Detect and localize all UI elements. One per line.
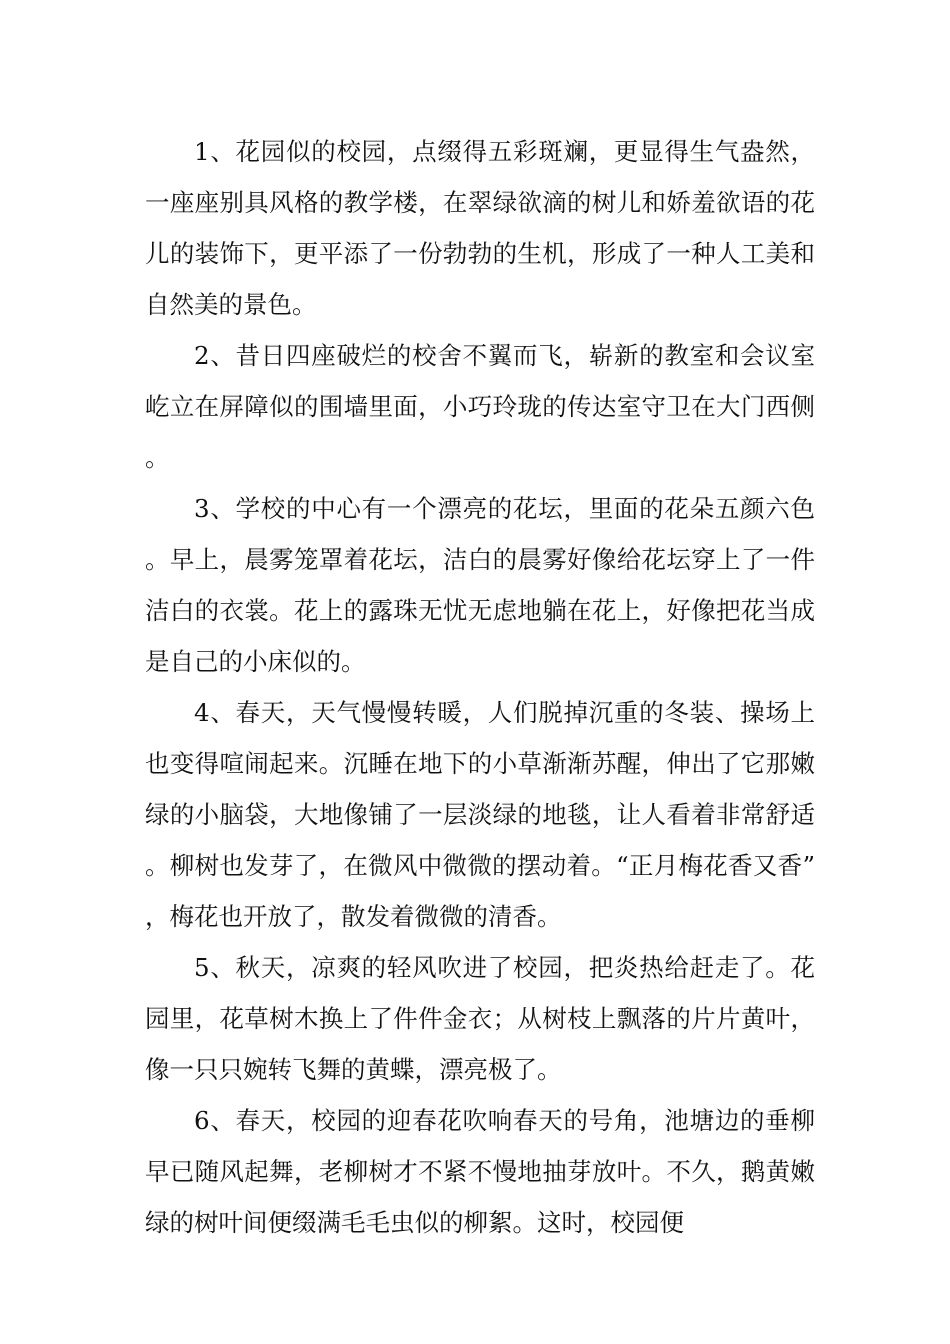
paragraph-3: 3、学校的中心有一个漂亮的花坛，里面的花朵五颜六色。早上，晨雾笼罩着花坛，洁白的晨雾好像给花坛穿上了一件洁白的衣裳。花上的露珠无忧无虑地躺在花上，好像把花当成是自己的小床似的。 (145, 494, 815, 676)
paragraph-2: 2、昔日四座破烂的校舍不翼而飞，崭新的教室和会议室屹立在屏障似的围墙里面，小巧玲珑的传达室守卫在大门西侧。 (145, 341, 815, 472)
paragraph-1: 1、花园似的校园，点缀得五彩斑斓，更显得生气盎然，一座座别具风格的教学楼，在翠绿欲滴的树儿和娇羞欲语的花儿的装饰下，更平添了一份勃勃的生机，形成了一种人工美和自然美的景色。 (145, 137, 815, 319)
paragraph-4: 4、春天，天气慢慢转暖，人们脱掉沉重的冬装、操场上也变得喧闹起来。沉睡在地下的小草渐渐苏醒，伸出了它那嫩绿的小脑袋，大地像铺了一层淡绿的地毯，让人看着非常舒适。柳树也发芽了，在微风中微微的摆动着。“正月梅花香又香”，梅花也开放了，散发着微微的清香。 (145, 698, 815, 931)
document-body (145, 126, 815, 1248)
paragraph-6: 6、春天，校园的迎春花吹响春天的号角，池塘边的垂柳早已随风起舞，老柳树才不紧不慢地抽芽放叶。不久，鹅黄嫩绿的树叶间便缀满毛毛虫似的柳絮。这时，校园便 (145, 1106, 815, 1237)
paragraph-5: 5、秋天，凉爽的轻风吹进了校园，把炎热给赶走了。花园里，花草树木换上了件件金衣；从树枝上飘落的片片黄叶，像一只只婉转飞舞的黄蝶，漂亮极了。 (145, 953, 815, 1084)
